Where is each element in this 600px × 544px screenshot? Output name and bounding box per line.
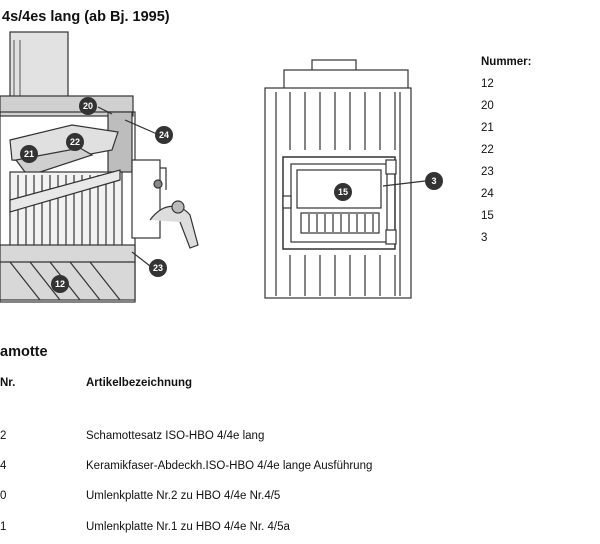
svg-text:3: 3 <box>431 176 437 186</box>
svg-text:21: 21 <box>23 149 35 159</box>
svg-text:12: 12 <box>54 279 66 289</box>
section-title: amotte <box>0 344 48 360</box>
callout-21 <box>20 145 38 163</box>
table-cell-nr: 4 <box>0 460 7 472</box>
table-cell-nr: 1 <box>0 521 7 533</box>
nummer-header: Nummer: <box>481 56 532 68</box>
nummer-item: 22 <box>481 144 494 156</box>
table-cell-nr: 0 <box>0 490 7 502</box>
nummer-item: 21 <box>481 122 494 134</box>
nummer-item: 15 <box>481 210 494 222</box>
table-cell-article[interactable]: Schamottesatz ISO-HBO 4/4e lang <box>86 430 265 442</box>
callout-12 <box>51 275 69 293</box>
nummer-item: 3 <box>481 232 488 244</box>
svg-text:23: 23 <box>152 263 164 273</box>
nummer-item: 23 <box>481 166 494 178</box>
svg-text:22: 22 <box>69 137 81 147</box>
callout-15 <box>334 183 352 201</box>
table-cell-article[interactable]: Keramikfaser-Abdeckh.ISO-HBO 4/4e lange Ausführung <box>86 460 373 472</box>
side-section-drawing <box>0 32 198 302</box>
callout-23 <box>149 259 167 277</box>
callout-24 <box>155 126 173 144</box>
svg-text:20: 20 <box>82 101 94 111</box>
table-cell-article[interactable]: Umlenkplatte Nr.1 zu HBO 4/4e Nr. 4/5a <box>86 521 290 533</box>
table-cell-article[interactable]: Umlenkplatte Nr.2 zu HBO 4/4e Nr.4/5 <box>86 490 281 502</box>
table-header-article: Artikelbezeichnung <box>86 377 193 389</box>
svg-text:24: 24 <box>158 130 170 140</box>
front-view-drawing <box>265 60 425 298</box>
table-cell-nr: 2 <box>0 430 7 442</box>
svg-text:15: 15 <box>337 187 349 197</box>
nummer-item: 20 <box>481 100 494 112</box>
callout-20 <box>79 97 97 115</box>
table-header-nr: Nr. <box>0 377 16 389</box>
callout-3 <box>425 172 443 190</box>
callout-22 <box>66 133 84 151</box>
page-title: 4s/4es lang (ab Bj. 1995) <box>2 9 170 25</box>
nummer-item: 12 <box>481 78 494 90</box>
nummer-item: 24 <box>481 188 494 200</box>
